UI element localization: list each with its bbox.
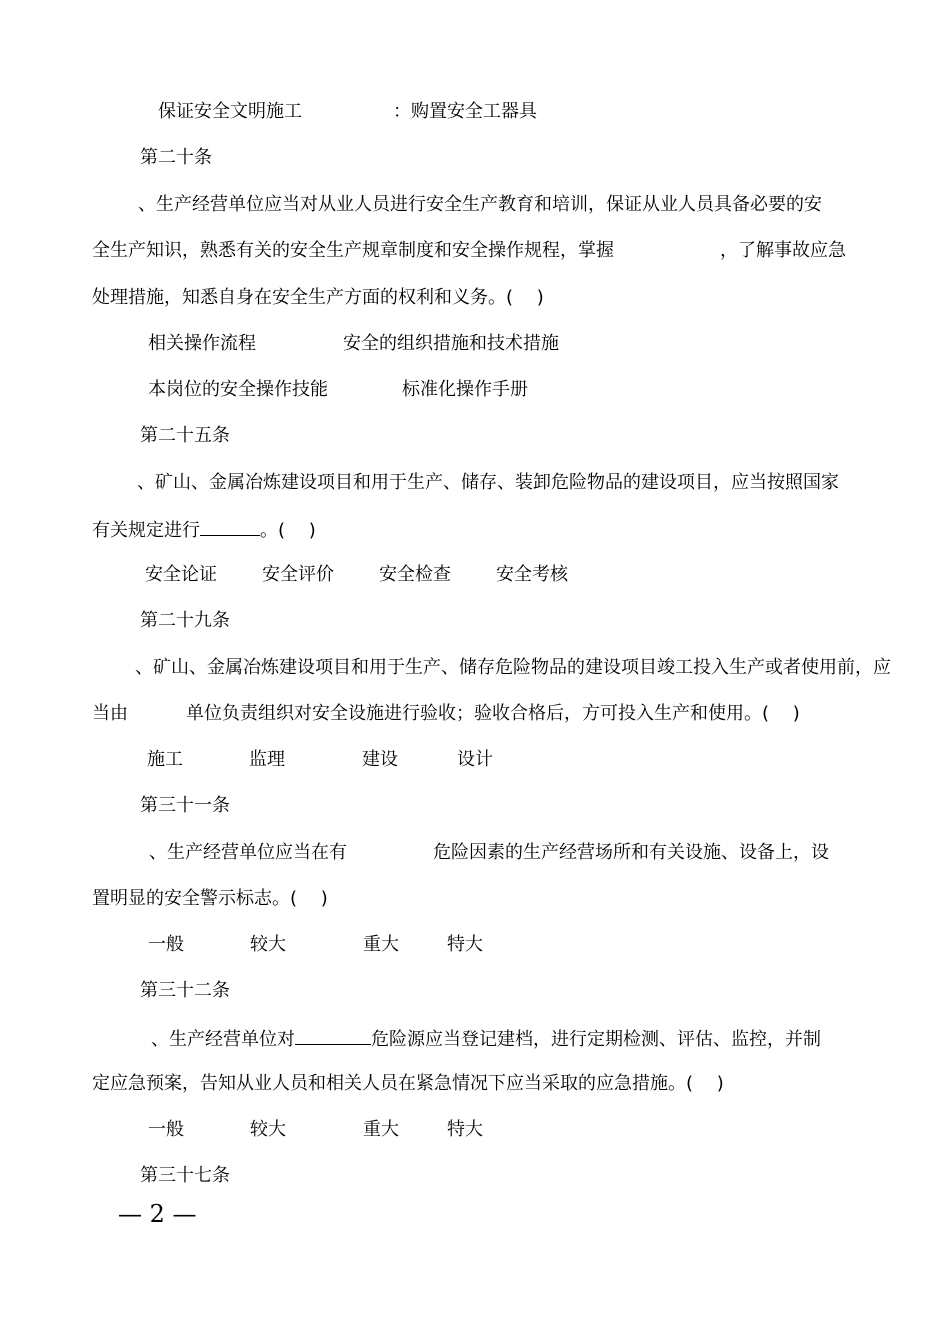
- question-text: 、矿山、金属冶炼建设项目和用于生产、储存危险物品的建设项目竣工投入生产或者使用前，应: [135, 657, 891, 678]
- article-heading: 第二十九条: [140, 610, 230, 631]
- option-d: 特大: [447, 934, 483, 955]
- option-b: 较大: [250, 1119, 286, 1140]
- question-text: 危险因素的生产经营场所和有关设施、设备上，设: [433, 842, 829, 863]
- option-b: 安全评价: [262, 564, 334, 585]
- question-text: 处理措施，知悉自身在安全生产方面的权利和义务。( ): [92, 287, 544, 308]
- option-a: 相关操作流程: [148, 333, 256, 354]
- article-heading: 第三十二条: [140, 980, 230, 1001]
- option-a: 施工: [147, 749, 183, 770]
- question-text: 置明显的安全警示标志。( ): [92, 888, 328, 909]
- option-text: ：购置安全工器具: [393, 101, 537, 122]
- question-text: 定应急预案，告知从业人员和相关人员在紧急情况下应当采取的应急措施。( ): [92, 1073, 724, 1094]
- option-d: 安全考核: [496, 564, 568, 585]
- answer-blank: [295, 1026, 371, 1045]
- option-a: 一般: [148, 1119, 184, 1140]
- answer-blank: [200, 517, 260, 536]
- question-text: 有关规定进行: [92, 520, 200, 541]
- question-text: [151, 1026, 821, 1052]
- option-a: 一般: [148, 934, 184, 955]
- option-b: 监理: [249, 749, 285, 770]
- question-text: 。( ): [260, 520, 316, 541]
- question-text: ，了解事故应急: [720, 240, 846, 261]
- question-text: 当由: [92, 703, 128, 724]
- option-d: 标准化操作手册: [402, 379, 528, 400]
- option-d: 设计: [457, 749, 493, 770]
- question-text: 危险源应当登记建档，进行定期检测、评估、监控，并制: [371, 1029, 821, 1050]
- article-heading: 第二十五条: [140, 425, 230, 446]
- question-text: 、矿山、金属冶炼建设项目和用于生产、储存、装卸危险物品的建设项目，应当按照国家: [137, 472, 839, 493]
- article-heading: 第三十七条: [140, 1165, 230, 1186]
- question-text: [92, 517, 316, 543]
- option-c: 重大: [363, 1119, 399, 1140]
- option-a: 安全论证: [145, 564, 217, 585]
- option-b: 较大: [250, 934, 286, 955]
- page-number: — 2 —: [118, 1200, 197, 1228]
- question-text: 、生产经营单位对: [151, 1029, 295, 1050]
- question-text: 、生产经营单位应当在有: [149, 842, 347, 863]
- option-b: 安全的组织措施和技术措施: [343, 333, 559, 354]
- option-c: 安全检查: [379, 564, 451, 585]
- question-text: 全生产知识，熟悉有关的安全生产规章制度和安全操作规程，掌握: [92, 240, 614, 261]
- option-c: 重大: [363, 934, 399, 955]
- question-text: 单位负责组织对安全设施进行验收；验收合格后，方可投入生产和使用。( ): [186, 703, 800, 724]
- option-text: 保证安全文明施工: [158, 101, 302, 122]
- option-c: 建设: [362, 749, 398, 770]
- option-c: 本岗位的安全操作技能: [148, 379, 328, 400]
- article-heading: 第二十条: [140, 147, 212, 168]
- option-d: 特大: [447, 1119, 483, 1140]
- question-text: 、生产经营单位应当对从业人员进行安全生产教育和培训，保证从业人员具备必要的安: [138, 194, 822, 215]
- article-heading: 第三十一条: [140, 795, 230, 816]
